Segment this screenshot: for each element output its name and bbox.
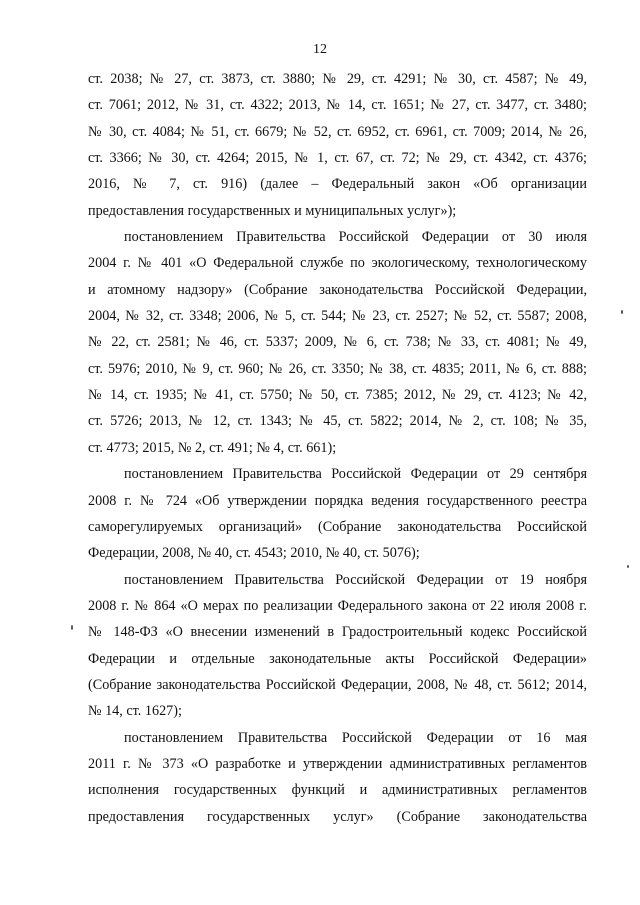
paragraph-first-line: постановлением Правительства Российской Федерации от 29 сентября [124,466,587,483]
text-line: предоставления государственных и муниципальных услуг»); [88,202,457,219]
text-line: саморегулируемых организаций» (Собрание законодательства Российской [88,518,587,535]
scan-speck [621,310,623,314]
scan-speck [71,625,73,630]
text-line: № 14, ст. 1627); [88,703,182,720]
scan-speck [627,565,629,568]
paragraph-first-line: постановлением Правительства Российской Федерации от 16 мая [124,729,587,746]
text-line: ст. 3366; № 30, ст. 4264; 2015, № 1, ст. 67, ст. 72; № 29, ст. 4342, ст. 4376; [88,150,587,167]
text-line: предоставления государственных услуг» (Собрание законодательства [88,808,587,825]
text-line: ст. 2038; № 27, ст. 3873, ст. 3880; № 29, ст. 4291; № 30, ст. 4587; № 49, [88,71,587,87]
document-body [88,66,587,830]
text-line: ст. 5976; 2010, № 9, ст. 960; № 26, ст. 3350; № 38, ст. 4835; 2011, № 6, ст. 888; [88,360,587,377]
text-line: Федерации, 2008, № 40, ст. 4543; 2010, № 40, ст. 5076); [88,545,420,562]
paragraph-first-line: постановлением Правительства Российской Федерации от 19 ноября [124,571,587,588]
text-line: № 14, ст. 1935; № 41, ст. 5750; № 50, ст. 7385; 2012, № 29, ст. 4123; № 42, [88,387,587,404]
text-line: № 22, ст. 2581; № 46, ст. 5337; 2009, № 6, ст. 738; № 33, ст. 4081; № 49, [88,334,587,351]
text-line: исполнения государственных функций и административных регламентов [88,782,587,799]
text-line: ст. 7061; 2012, № 31, ст. 4322; 2013, № 14, ст. 1651; № 27, ст. 3477, ст. 3480; [88,97,587,114]
text-line: 2004 г. № 401 «О Федеральной службе по экологическому, технологическому [88,255,587,272]
text-line: ст. 5726; 2013, № 12, ст. 1343; № 45, ст. 5822; 2014, № 2, ст. 108; № 35, [88,413,587,430]
text-line: 2011 г. № 373 «О разработке и утверждении административных регламентов [88,755,587,772]
text-line: 2008 г. № 724 «Об утверждении порядка ведения государственного реестра [88,492,587,509]
text-line: и атомному надзору» (Собрание законодательства Российской Федерации, [88,281,587,298]
paragraph-first-line: постановлением Правительства Российской Федерации от 30 июля [124,229,587,246]
text-line: № 148-ФЗ «О внесении изменений в Градостроительный кодекс Российской [88,624,587,641]
text-line: № 30, ст. 4084; № 51, ст. 6679; № 52, ст. 6952, ст. 6961, ст. 7009; 2014, № 26, [88,123,587,140]
text-line: ст. 4773; 2015, № 2, ст. 491; № 4, ст. 661); [88,439,337,456]
text-line: 2004, № 32, ст. 3348; 2006, № 5, ст. 544; № 23, ст. 2527; № 52, ст. 5587; 2008, [88,308,587,325]
page-number: 12 [313,42,327,57]
text-line: 2008 г. № 864 «О мерах по реализации Федерального закона от 22 июля 2008 г. [88,597,587,614]
text-line: Федерации и отдельные законодательные акты Российской Федерации» [88,650,587,667]
text-line: (Собрание законодательства Российской Федерации, 2008, № 48, ст. 5612; 2014, [88,676,587,693]
text-line: 2016, № 7, ст. 916) (далее – Федеральный закон «Об организации [88,176,587,193]
